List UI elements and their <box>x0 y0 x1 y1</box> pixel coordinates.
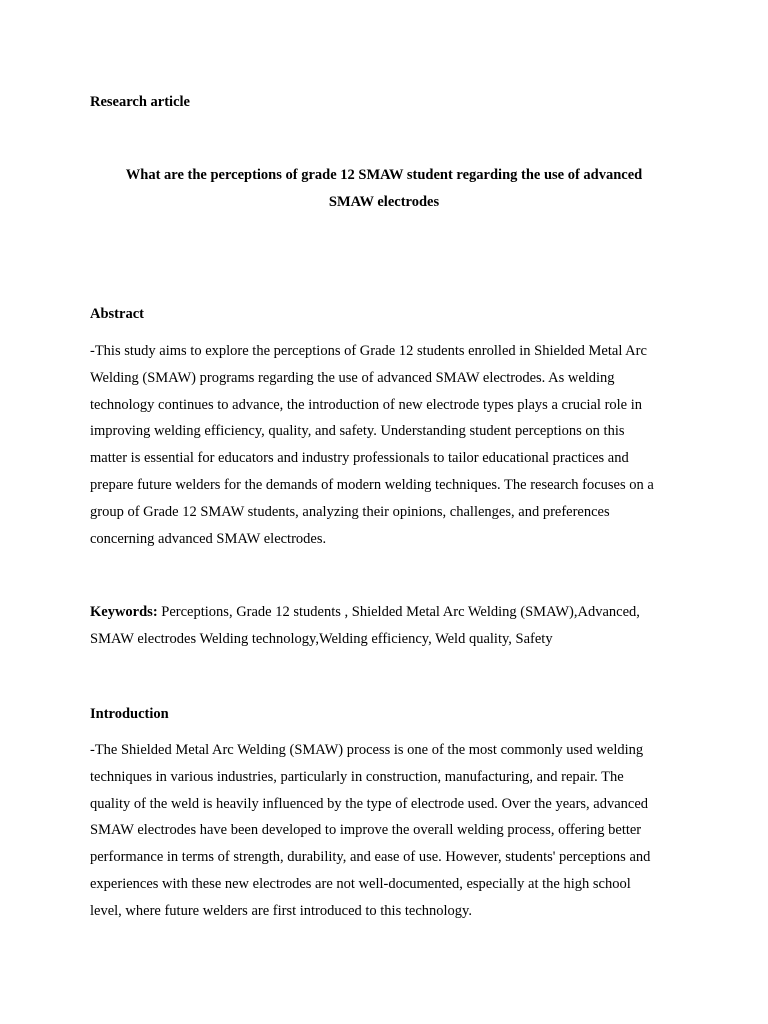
introduction-line: level, where future welders are first introduced to this technology. <box>90 902 472 919</box>
keywords-line-1 <box>90 599 690 626</box>
abstract-line: Welding (SMAW) programs regarding the use of advanced SMAW electrodes. As welding <box>90 369 615 386</box>
introduction-line: techniques in various industries, particularly in construction, manufacturing, and repair. The <box>90 768 624 785</box>
introduction-line: quality of the weld is heavily influenced by the type of electrode used. Over the years, advanced <box>90 795 649 812</box>
article-title-line-2: SMAW electrodes <box>328 194 440 210</box>
abstract-heading: Abstract <box>90 306 144 322</box>
abstract-line: -This study aims to explore the perceptions of Grade 12 students enrolled in Shielded Metal Arc <box>90 343 647 359</box>
abstract-line: improving welding efficiency, quality, and safety. Understanding student perceptions on this <box>90 423 625 440</box>
introduction-heading: Introduction <box>90 706 169 722</box>
introduction-line: SMAW electrodes have been developed to improve the overall welding process, offering better <box>90 822 642 839</box>
keywords-paragraph <box>90 599 690 653</box>
keywords-text-1: Perceptions, Grade 12 students , Shielded Metal Arc Welding (SMAW),Advanced, <box>157 604 640 620</box>
abstract-paragraph <box>90 338 690 552</box>
abstract-line: matter is essential for educators and industry professionals to tailor educational practices and <box>90 450 629 467</box>
abstract-line: group of Grade 12 SMAW students, analyzing their opinions, challenges, and preferences <box>90 503 610 520</box>
abstract-line: concerning advanced SMAW electrodes. <box>90 530 327 547</box>
article-title-line-1: What are the perceptions of grade 12 SMAW student regarding the use of advanced <box>125 167 643 183</box>
introduction-paragraph <box>90 737 690 925</box>
introduction-line: -The Shielded Metal Arc Welding (SMAW) process is one of the most commonly used welding <box>90 742 644 758</box>
introduction-line: performance in terms of strength, durability, and ease of use. However, students' perceptions and <box>90 849 651 866</box>
article-title <box>90 162 678 216</box>
abstract-line: technology continues to advance, the introduction of new electrode types plays a crucial role in <box>90 396 643 413</box>
introduction-line: experiences with these new electrodes are not well-documented, especially at the high school <box>90 875 631 892</box>
abstract-line: prepare future welders for the demands of modern welding techniques. The research focuses on a <box>90 476 654 493</box>
keywords-label: Keywords: <box>90 604 158 620</box>
keywords-line-2: SMAW electrodes Welding technology,Welding efficiency, Weld quality, Safety <box>90 630 553 647</box>
article-type-label: Research article <box>90 94 190 110</box>
